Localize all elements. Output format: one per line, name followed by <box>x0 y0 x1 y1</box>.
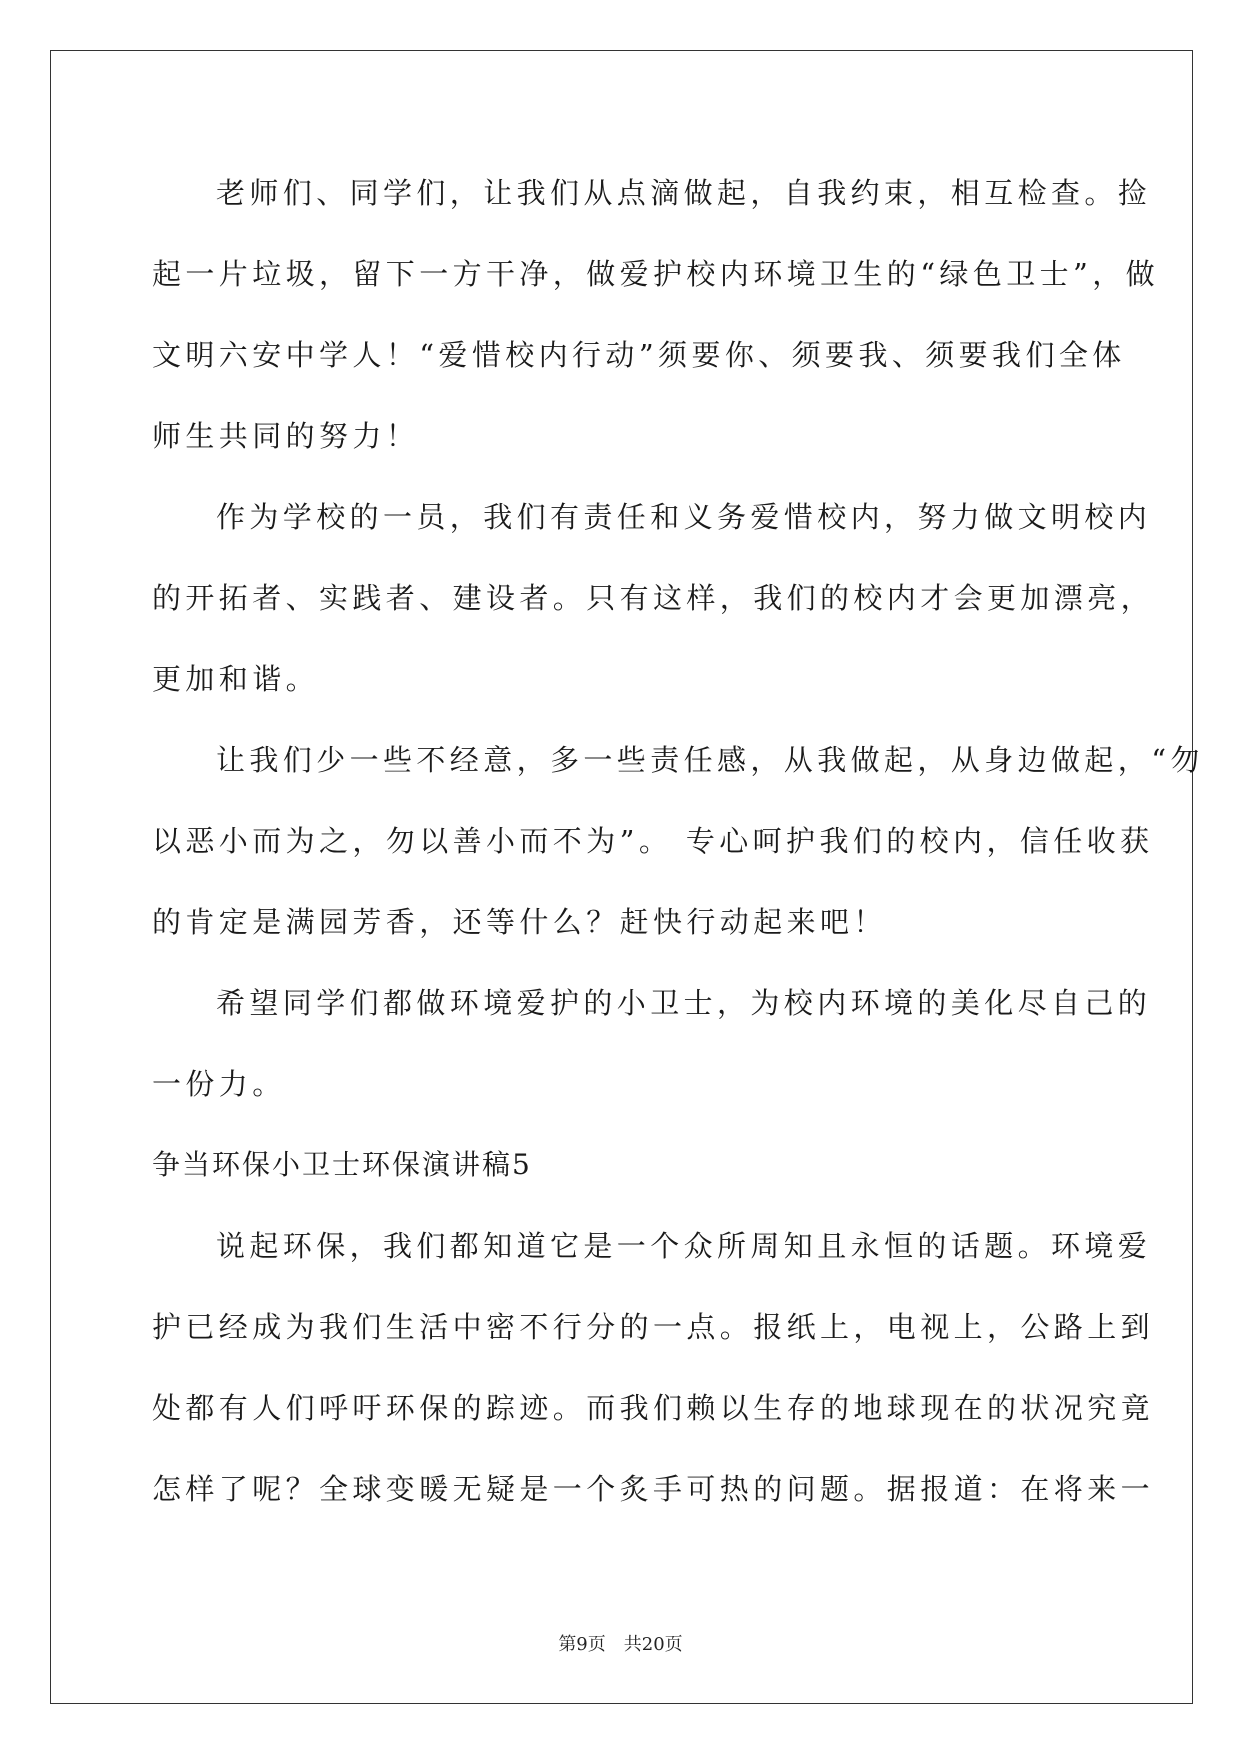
paragraph <box>152 973 1152 1135</box>
text-line: 怎样了呢？全球变暖无疑是一个炙手可热的问题。据报道：在将来一 <box>152 1472 1155 1506</box>
text-line: 护已经成为我们生活中密不行分的一点。报纸上，电视上，公路上到 <box>152 1310 1155 1344</box>
text-line: 以恶小而为之，勿以善小而不为”。 专心呵护我们的校内，信任收获 <box>152 824 1154 858</box>
text-line: 师生共同的努力！ <box>152 419 420 453</box>
paragraph <box>152 730 1204 973</box>
text-line: 起一片垃圾，留下一方干净，做爱护校内环境卫生的“绿色卫士”，做 <box>152 257 1160 291</box>
paragraph <box>152 487 1155 730</box>
section-heading: 争当环保小卫士环保演讲稿5 <box>152 1148 532 1181</box>
text-line: 一份力。 <box>152 1067 286 1101</box>
text-line: 的开拓者、实践者、建设者。只有这样，我们的校内才会更加漂亮， <box>152 581 1155 615</box>
document-body <box>152 163 1204 1540</box>
text-line: 让我们少一些不经意，多一些责任感，从我做起，从身边做起，“勿 <box>216 743 1204 777</box>
text-line: 作为学校的一员，我们有责任和义务爱惜校内，努力做文明校内 <box>216 500 1152 534</box>
text-line: 老师们、同学们，让我们从点滴做起，自我约束，相互检查。捡 <box>216 176 1152 210</box>
text-line: 的肯定是满园芳香，还等什么？赶快行动起来吧！ <box>152 905 887 939</box>
text-line: 文明六安中学人！“爱惜校内行动”须要你、须要我、须要我们全体 <box>152 338 1126 372</box>
paragraph <box>152 163 1160 487</box>
text-line: 更加和谐。 <box>152 662 320 696</box>
page-number: 第9页 <box>558 1634 606 1655</box>
page-footer <box>0 1630 1241 1656</box>
paragraph <box>152 1216 1155 1540</box>
text-line: 处都有人们呼吁环保的踪迹。而我们赖以生存的地球现在的状况究竟 <box>152 1391 1155 1425</box>
text-line: 说起环保，我们都知道它是一个众所周知且永恒的话题。环境爱 <box>216 1229 1152 1263</box>
text-line: 希望同学们都做环境爱护的小卫士，为校内环境的美化尽自己的 <box>216 986 1152 1020</box>
page-total: 共20页 <box>623 1634 683 1655</box>
